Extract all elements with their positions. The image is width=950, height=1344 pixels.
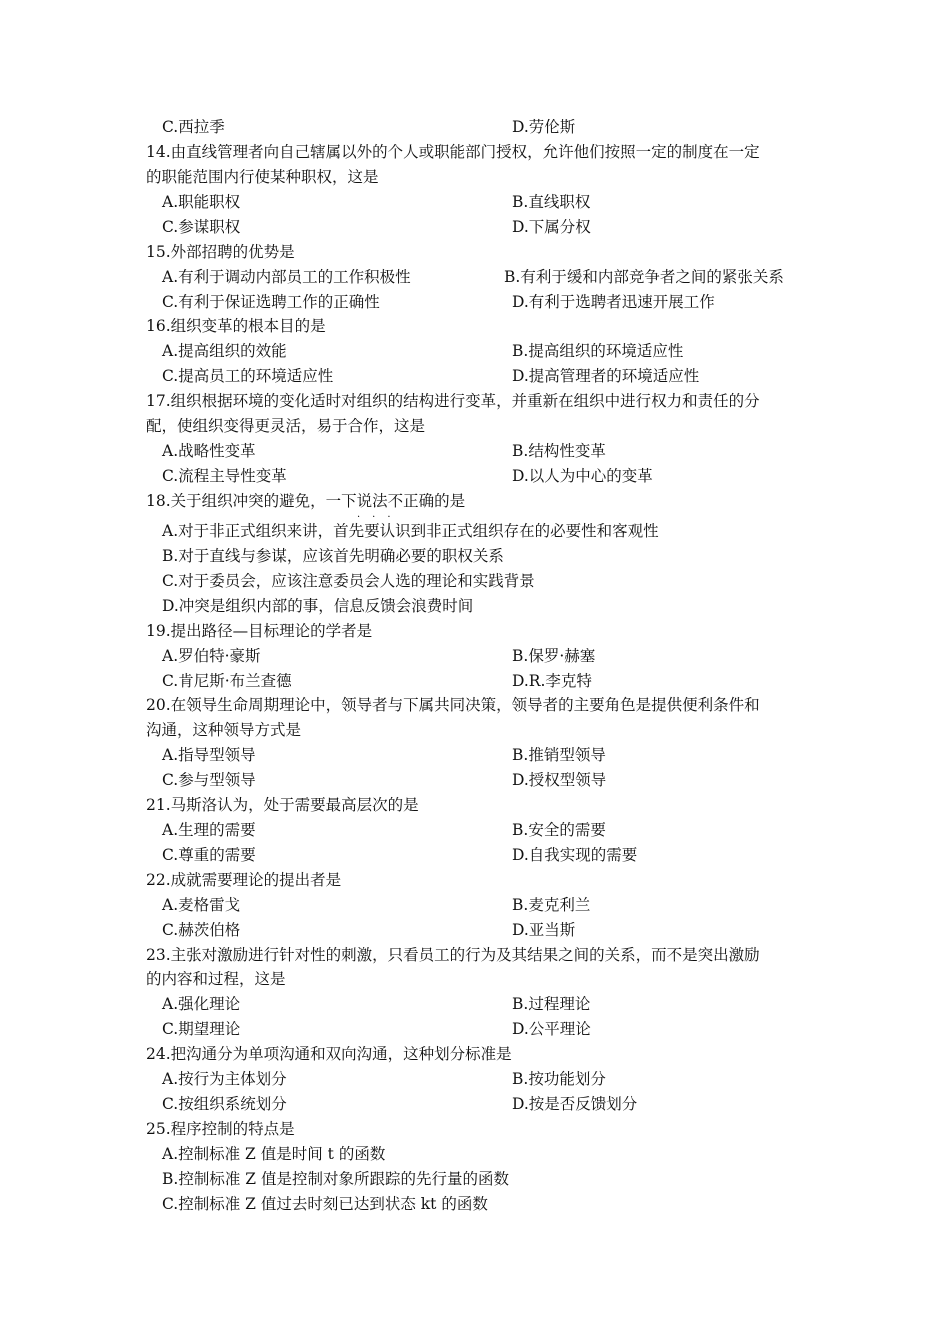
- answer-option: C.西拉季: [162, 118, 225, 136]
- answer-option: B.直线职权: [512, 193, 591, 211]
- answer-option: A.罗伯特·豪斯: [162, 647, 261, 665]
- answer-option: C.控制标准 Z 值过去时刻已达到状态 kt 的函数: [162, 1195, 488, 1213]
- answer-option: C.赫茨伯格: [162, 921, 241, 939]
- question-text: 15.外部招聘的优势是: [146, 243, 295, 261]
- answer-option: C.对于委员会，应该注意委员会人选的理论和实践背景: [162, 572, 535, 590]
- answer-option: C.有利于保证选聘工作的正确性: [162, 293, 380, 311]
- answer-option: D.下属分权: [512, 218, 591, 236]
- answer-option: C.参谋职权: [162, 218, 241, 236]
- question-text: 沟通，这种领导方式是: [146, 721, 302, 739]
- answer-option: C.参与型领导: [162, 771, 256, 789]
- answer-option: A.指导型领导: [162, 746, 256, 764]
- answer-option: B.有利于缓和内部竞争者之间的紧张关系: [504, 268, 784, 286]
- answer-option: B.按功能划分: [512, 1070, 606, 1088]
- answer-option: C.尊重的需要: [162, 846, 256, 864]
- answer-option: D.按是否反馈划分: [512, 1095, 638, 1113]
- question-text: 17.组织根据环境的变化适时对组织的结构进行变革，并重新在组织中进行权力和责任的分: [146, 392, 760, 410]
- answer-option: B.推销型领导: [512, 746, 606, 764]
- answer-option: D.R.李克特: [512, 672, 592, 690]
- answer-option: D.授权型领导: [512, 771, 607, 789]
- question-text: 24.把沟通分为单项沟通和双向沟通，这种划分标准是: [146, 1045, 512, 1063]
- answer-option: C.流程主导性变革: [162, 467, 287, 485]
- answer-option: D.自我实现的需要: [512, 846, 638, 864]
- answer-option: D.公平理论: [512, 1020, 591, 1038]
- answer-option: A.对于非正式组织来讲，首先要认识到非正式组织存在的必要性和客观性: [162, 522, 659, 540]
- emphasis-dots: ···: [357, 512, 403, 523]
- answer-option: A.生理的需要: [162, 821, 256, 839]
- question-text: 23.主张对激励进行针对性的刺激，只看员工的行为及其结果之间的关系，而不是突出激励: [146, 946, 760, 964]
- answer-option: D.劳伦斯: [512, 118, 576, 136]
- answer-option: C.提高员工的环境适应性: [162, 367, 334, 385]
- answer-option: A.麦格雷戈: [162, 896, 241, 914]
- answer-option: C.期望理论: [162, 1020, 241, 1038]
- answer-option: D.提高管理者的环境适应性: [512, 367, 700, 385]
- question-text: 18.关于组织冲突的避免，一下说法不正确的是: [146, 492, 466, 510]
- question-text: 14.由直线管理者向自己辖属以外的个人或职能部门授权，允许他们按照一定的制度在一定: [146, 143, 760, 161]
- question-text: 16.组织变革的根本目的是: [146, 317, 326, 335]
- answer-option: C.肯尼斯·布兰查德: [162, 672, 292, 690]
- question-text: 19.提出路径—目标理论的学者是: [146, 622, 373, 640]
- answer-option: D.以人为中心的变革: [512, 467, 653, 485]
- question-text: 配，使组织变得更灵活，易于合作，这是: [146, 417, 426, 435]
- answer-option: D.有利于选聘者迅速开展工作: [512, 293, 715, 311]
- answer-option: A.有利于调动内部员工的工作积极性: [162, 268, 411, 286]
- answer-option: B.结构性变革: [512, 442, 606, 460]
- answer-option: A.按行为主体划分: [162, 1070, 287, 1088]
- answer-option: A.强化理论: [162, 995, 241, 1013]
- answer-option: A.职能职权: [162, 193, 241, 211]
- question-text: 25.程序控制的特点是: [146, 1120, 295, 1138]
- answer-option: D.冲突是组织内部的事，信息反馈会浪费时间: [162, 597, 474, 615]
- answer-option: C.按组织系统划分: [162, 1095, 287, 1113]
- answer-option: B.提高组织的环境适应性: [512, 342, 684, 360]
- answer-option: B.麦克利兰: [512, 896, 591, 914]
- question-text: 的职能范围内行使某种职权，这是: [146, 168, 379, 186]
- answer-option: B.对于直线与参谋，应该首先明确必要的职权关系: [162, 547, 504, 565]
- question-text: 的内容和过程，这是: [146, 970, 286, 988]
- answer-option: A.控制标准 Z 值是时间 t 的函数: [162, 1145, 386, 1163]
- answer-option: B.控制标准 Z 值是控制对象所跟踪的先行量的函数: [162, 1170, 509, 1188]
- answer-option: A.战略性变革: [162, 442, 256, 460]
- question-text: 22.成就需要理论的提出者是: [146, 871, 342, 889]
- answer-option: B.安全的需要: [512, 821, 606, 839]
- answer-option: B.保罗·赫塞: [512, 647, 596, 665]
- question-text: 20.在领导生命周期理论中，领导者与下属共同决策，领导者的主要角色是提供便利条件和: [146, 696, 760, 714]
- answer-option: D.亚当斯: [512, 921, 576, 939]
- answer-option: B.过程理论: [512, 995, 591, 1013]
- answer-option: A.提高组织的效能: [162, 342, 287, 360]
- question-text: 21.马斯洛认为，处于需要最高层次的是: [146, 796, 419, 814]
